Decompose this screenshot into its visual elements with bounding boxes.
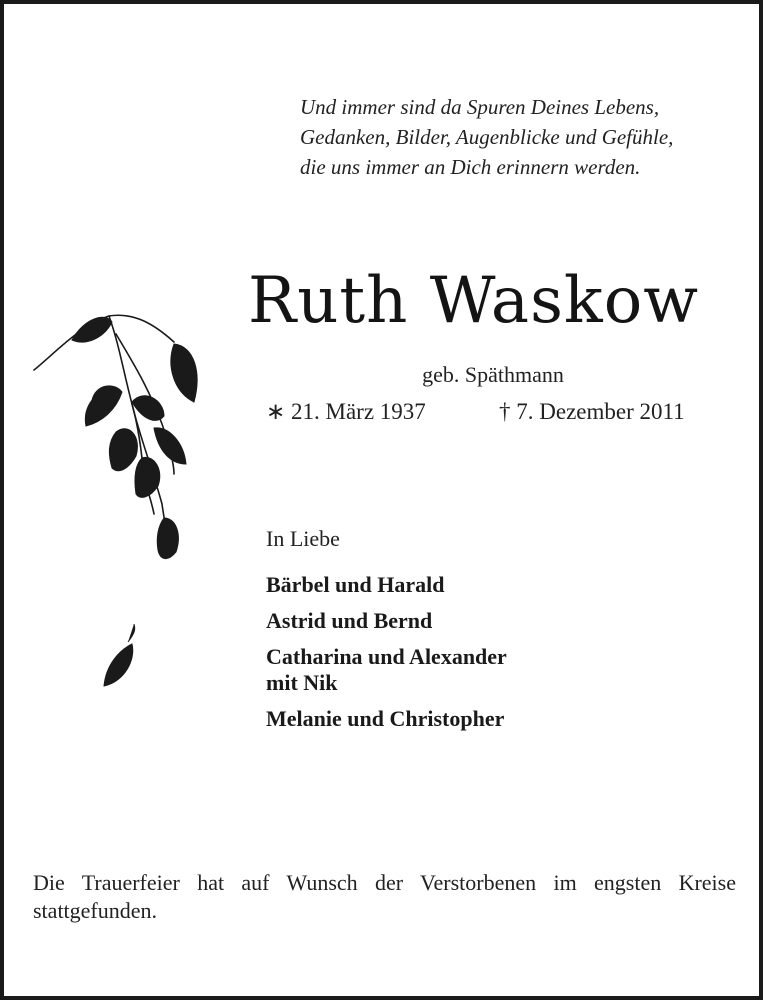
maiden-name: geb. Späthmann (422, 362, 564, 387)
mourners-intro: In Liebe (266, 526, 340, 551)
birth-date: ∗ 21. März 1937 (266, 399, 426, 424)
poem-line-3: die uns immer an Dich erinnern werden. (300, 155, 641, 179)
birch-branch-icon (24, 304, 224, 714)
funeral-note: Die Trauerfeier hat auf Wunsch der Verstorbenen im engsten Kreise stattgefunden. (33, 870, 736, 923)
mourner-entry: Bärbel und Harald (266, 572, 445, 597)
memorial-poem (300, 92, 750, 182)
mourners-list (266, 572, 596, 742)
poem-line-2: Gedanken, Bilder, Augenblicke und Gefühle, (300, 125, 674, 149)
mourner-entry: Melanie und Christopher (266, 706, 505, 731)
poem-line-1: Und immer sind da Spuren Deines Lebens, (300, 95, 660, 119)
death-date: † 7. Dezember 2011 (499, 399, 685, 424)
mourner-entry: Astrid und Bernd (266, 608, 433, 633)
deceased-name: Ruth Waskow (248, 264, 699, 338)
mourner-entry: Catharina und Alexander mit Nik (266, 644, 507, 695)
